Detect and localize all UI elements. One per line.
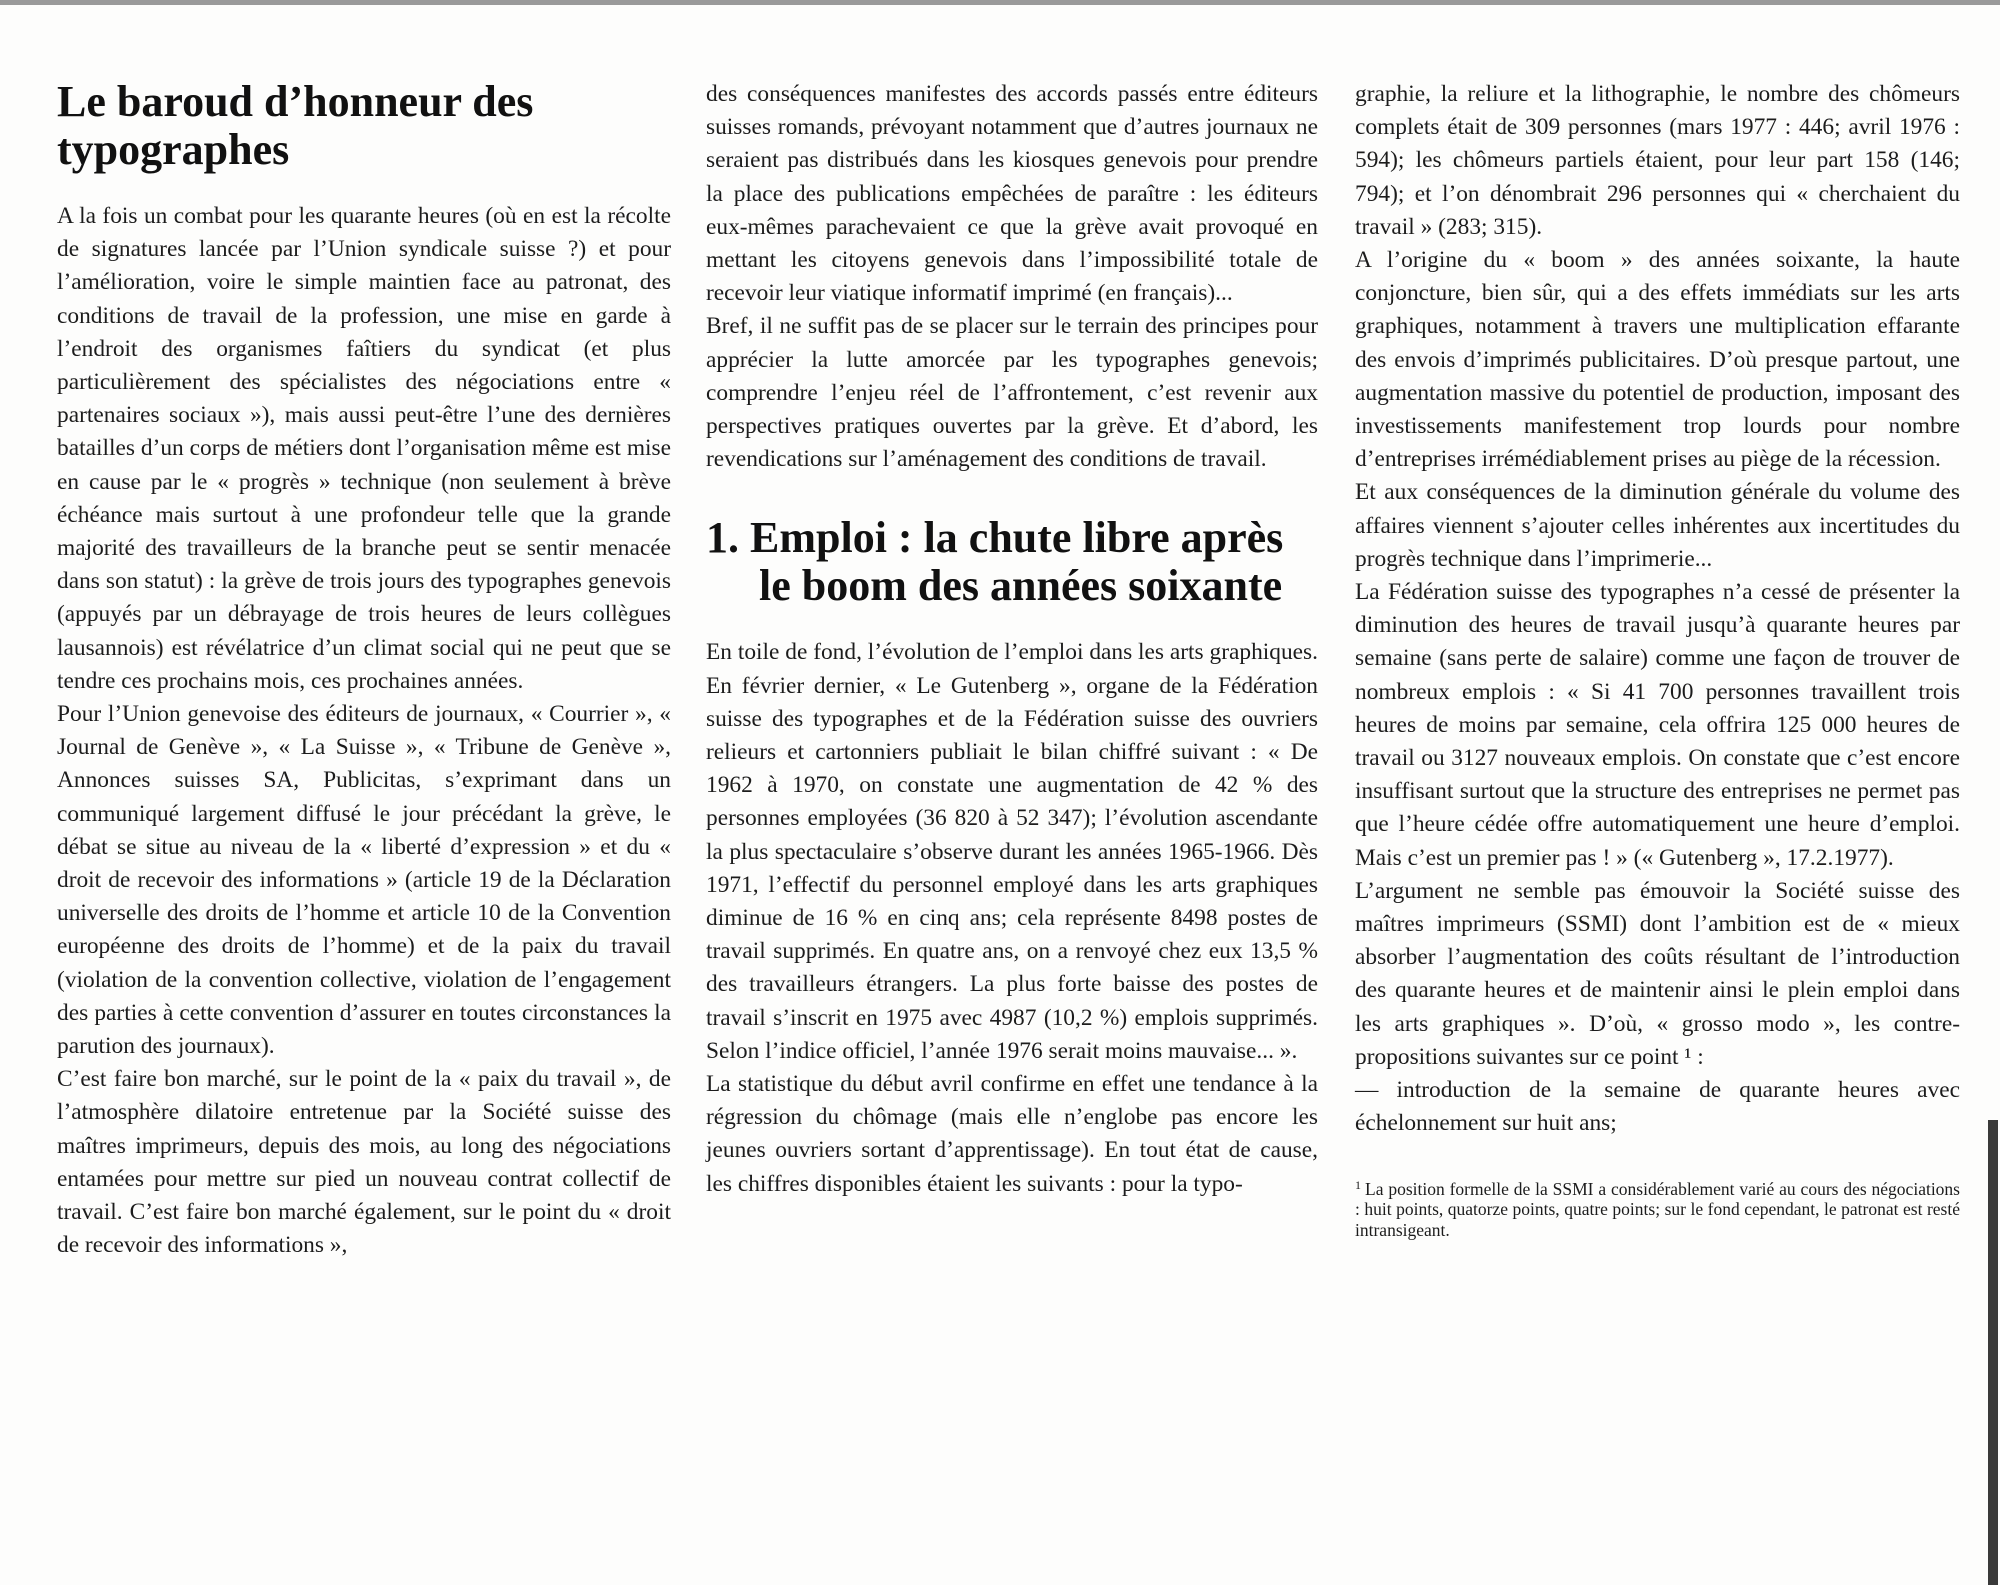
paragraph: C’est faire bon marché, sur le point de la « paix du travail », de l’atmosphère dilatoire entretenue par la Société suisse des maîtres imprimeurs, depuis des mois, au long des négociations entamées pour mettre sur pied un nouveau contrat collectif de travail. C’est faire bon marché également, sur le point du « droit de recevoir des informations », <box>57 1066 671 1259</box>
paragraph: Pour l’Union genevoise des éditeurs de journaux, « Courrier », « Journal de Genève », « La Suisse », « Tribune de Genève », Annonces suisses SA, Publicitas, s’exprimant dans un communiqué largement diffusé le jour précédant la grève, le débat se situe au niveau de la « liberté d’expression » et du « droit de recevoir des informations » (article 19 de la Déclaration universelle des droits de l’homme et article 10 de la Convention européenne des droits de l’homme) et de la paix du travail (violation de la convention collective, violation de l’engagement des parties à cette convention d’assurer en toutes circonstances la parution des journaux). <box>57 701 671 1060</box>
paragraph: A la fois un combat pour les quarante heures (où en est la récolte de signatures lancée par l’Union syndicale suisse ?) et pour l’amélioration, voire le simple maintien face au patronat, des conditions de travail de la profession, une mise en garde à l’endroit des organismes faîtiers du syndicat (et plus particulièrement des spécialistes des négociations entre « partenaires sociaux »), mais aussi peut-être l’une des dernières batailles d’un corps de métiers dont l’organisation même est mise en cause par le « progrès » technique (non seulement à brève échéance mais surtout à une profondeur telle que la grande majorité des travailleurs de la branche peut se sentir menacée dans son statut) : la grève de trois jours des typographes genevois (appuyés par un débrayage de trois heures de leurs collègues lausannois) est révélatrice d’un climat social qui ne peut que se tendre ces prochains mois, ces prochaines années. <box>57 203 671 694</box>
paragraph: A l’origine du « boom » des années soixante, la haute conjoncture, bien sûr, qui a des effets immédiats sur les arts graphiques, notamment à travers une multiplication effarante des envois d’imprimés publicitaires. D’où presque partout, une augmentation massive du potentiel de production, imposant des investissements manifestement trop lourds pour nombre d’entreprises irrémédiablement prises au piège de la récession. <box>1355 247 1960 473</box>
page-edge-shadow <box>1988 1120 1998 1585</box>
footnote-marker: 1 <box>1355 1177 1361 1192</box>
paragraph: graphie, la reliure et la lithographie, le nombre des chômeurs complets était de 309 personnes (mars 1977 : 446; avril 1976 : 594); les chômeurs partiels étaient, pour leur part 158 (146; 794); et l’on dénombrait 296 personnes qui « cherchaient du travail » (283; 315). <box>1355 81 1960 240</box>
article-title: Le baroud d’honneur des typographes <box>57 77 534 174</box>
paragraph: La statistique du début avril confirme en effet une tendance à la régression du chômage (mais elle n’englobe pas encore les jeunes ouvriers sortant d’apprentissage). En tout état de cause, les chiffres disponibles étaient les suivants : pour la typo- <box>706 1071 1318 1197</box>
top-rule <box>0 0 2000 5</box>
column-2 <box>706 78 1318 1201</box>
section-heading: 1. Emploi : la chute libre après le boom des années soixante <box>706 513 1284 611</box>
paragraph: — introduction de la semaine de quarante heures avec échelonnement sur huit ans; <box>1355 1077 1960 1137</box>
paragraph: des conséquences manifestes des accords passés entre éditeurs suisses romands, prévoyant notamment que d’autres journaux ne seraient pas distribués dans les kiosques genevois pour prendre la place des publications empêchées de paraître : les éditeurs eux-mêmes parachevaient ce que la grève avait provoqué en mettant les citoyens genevois dans l’impossibilité totale de recevoir leur viatique informatif imprimé (en français)... <box>706 81 1318 307</box>
paragraph: Bref, il ne suffit pas de se placer sur le terrain des principes pour apprécier la lutte amorcée par les typographes genevois; comprendre l’enjeu réel de l’affrontement, c’est revenir aux perspectives pratiques ouvertes par la grève. Et d’abord, les revendications sur l’aménagement des conditions de travail. <box>706 313 1318 473</box>
column-1 <box>57 78 671 1263</box>
footnote-text: La position formelle de la SSMI a considérablement varié au cours des négociations : huit points, quatorze points, quatre points; sur le fond cependant, le patronat est resté intransigeant. <box>1355 1178 1960 1240</box>
paragraph: Et aux conséquences de la diminution générale du volume des affaires viennent s’ajouter celles inhérentes aux incertitudes du progrès technique dans l’imprimerie... <box>1355 479 1960 572</box>
column-3 <box>1355 78 1960 1240</box>
paragraph: La Fédération suisse des typographes n’a cessé de présenter la diminution des heures de travail jusqu’à quarante heures par semaine (sans perte de salaire) comme une façon de trouver de nombreux emplois : « Si 41 700 personnes travaillent trois heures de moins par semaine, cela offrira 125 000 heures de travail ou 3127 nouveaux emplois. On constate que c’est encore insuffisant surtout que la structure des entreprises ne permet pas que l’heure cédée offre automatiquement une heure d’emploi. Mais c’est un premier pas ! » (« Gutenberg », 17.2.1977). <box>1355 579 1960 871</box>
paragraph: L’argument ne semble pas émouvoir la Société suisse des maîtres imprimeurs (SSMI) dont l’ambition est de « mieux absorber l’augmentation des coûts résultant de l’introduction des quarante heures et de maintenir ainsi le plein emploi dans les arts graphiques ». D’où, « grosso modo », les contre-propositions suivantes sur ce point ¹ : <box>1355 877 1960 1070</box>
footnote <box>1355 1175 1960 1241</box>
paragraph: En toile de fond, l’évolution de l’emploi dans les arts graphiques. En février dernier, « Le Gutenberg », organe de la Fédération suisse des typographes et de la Fédération suisse des ouvriers relieurs et cartonniers publiait le bilan chiffré suivant : « De 1962 à 1970, on constate une augmentation de 42 % des personnes employées (36 820 à 52 347); l’évolution ascendante la plus spectaculaire s’observe durant les années 1965-1966. Dès 1971, l’effectif du personnel employé dans les arts graphiques diminue de 16 % en cinq ans; cela représente 8498 postes de travail supprimés. En quatre ans, on a renvoyé chez eux 13,5 % des travailleurs étrangers. La plus forte baisse des postes de travail s’inscrit en 1975 avec 4987 (10,2 %) emplois supprimés. Selon l’indice officiel, l’année 1976 serait moins mauvaise... ». <box>706 639 1318 1064</box>
